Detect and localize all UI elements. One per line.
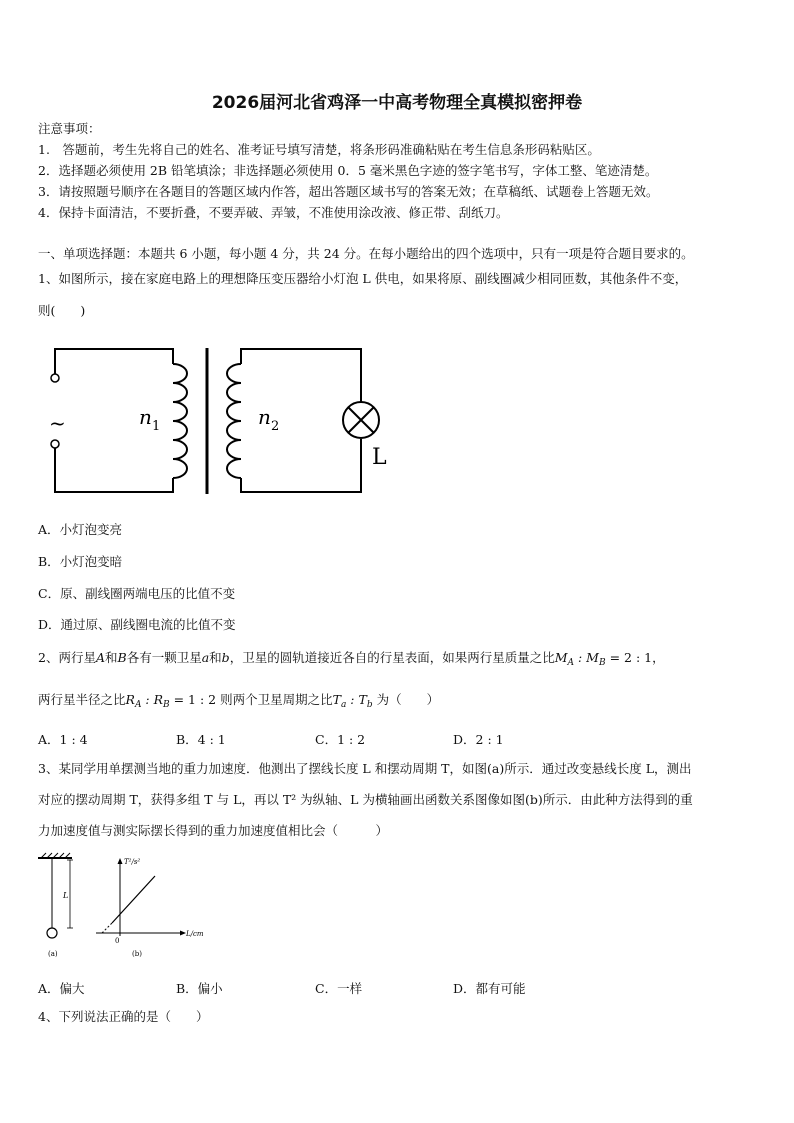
notice-item: 2．选择题必须使用 2B 铅笔填涂；非选择题必须使用 0．5 毫米黑色字迹的签字笔书写，字体工整、笔迹清楚。	[38, 163, 658, 178]
q1-option-d: D．通过原、副线圈电流的比值不变	[38, 617, 236, 632]
lamp-label: L	[372, 445, 387, 470]
q3-option-c: C．一样	[315, 981, 363, 996]
q2-stem-line2: 两行星半径之比$R_A$ : $R_B = 1$ : 2 则两个卫星周期之比$T_a$ : $T_b$ 为（ ）	[38, 692, 440, 710]
q2-option-d: D．2 : 1	[453, 732, 504, 747]
n2-label: n	[258, 405, 271, 429]
q1-option-c: C．原、副线圈两端电压的比值不变	[38, 586, 236, 601]
q2-stem-line1: 2、两行星A和B各有一颗卫星a和b，卫星的圆轨道接近各自的行星表面，如果两行星质量之比$M_A$ : $M_B = 2$ : 1，	[38, 650, 665, 668]
q3-option-a: A．偏大	[38, 981, 85, 996]
q1-option-a: A．小灯泡变亮	[38, 522, 123, 537]
y-axis-label: T²/s²	[124, 858, 141, 866]
q4-stem: 4、下列说法正确的是（ ）	[38, 1009, 209, 1024]
n1-subscript: 1	[152, 419, 161, 434]
ac-source-symbol: ~	[49, 411, 66, 435]
n1-label: n	[139, 405, 152, 429]
q1-stem: 1、如图所示，接在家庭电路上的理想降压变压器给小灯泡 L 供电，如果将原、副线圈减少相同匝数，其他条件不变，	[38, 271, 688, 286]
q1-option-b: B．小灯泡变暗	[38, 554, 123, 569]
q2-option-b: B．4 : 1	[176, 732, 226, 747]
q2-option-c: C．1 : 2	[315, 732, 366, 747]
terminal-top	[51, 374, 59, 382]
pendulum-bob	[47, 928, 57, 938]
q3-stem-line1: 3、某同学用单摆测当地的重力加速度．他测出了摆线长度 L 和摆动周期 T，如图(a)所示．通过改变悬线长度 L，测出	[38, 761, 692, 776]
n2-subscript: 2	[271, 419, 280, 434]
notice-item: 4．保持卡面清洁，不要折叠，不要弄破、弄皱，不准使用涂改液、修正带、刮纸刀。	[38, 205, 509, 220]
q3-option-b: B．偏小	[176, 981, 223, 996]
notice-item: 1. 答题前，考生先将自己的姓名、准考证号填写清楚，将条形码准确粘贴在考生信息条形码粘贴区。	[38, 142, 600, 157]
terminal-bottom	[51, 440, 59, 448]
notice-heading: 注意事项：	[38, 121, 101, 136]
q3-stem-line3: 力加速度值与测实际摆长得到的重力加速度值相比会（ ）	[38, 823, 389, 838]
q1-stem-end: 则( )	[38, 303, 86, 318]
origin-label: 0	[115, 937, 120, 945]
x-axis-label: L/cm	[186, 930, 204, 938]
page-title: 2026届河北省鸡泽一中高考物理全真模拟密押卷	[211, 93, 583, 113]
figure-a-label: (a)	[48, 950, 58, 958]
notice-item: 3．请按照题号顺序在各题目的答题区域内作答，超出答题区域书写的答案无效；在草稿纸、试题卷上答题无效。	[38, 184, 659, 199]
figure-b-label: (b)	[132, 950, 142, 958]
section-heading: 一、单项选择题：本题共 6 小题，每小题 4 分，共 24 分。在每小题给出的四个选项中，只有一项是符合题目要求的。	[38, 246, 694, 261]
q3-stem-line2: 对应的摆动周期 T，获得多组 T 与 L，再以 T² 为纵轴、L 为横轴画出函数关系图像如图(b)所示．由此种方法得到的重	[38, 792, 693, 807]
q2-option-a: A．1 : 4	[38, 732, 88, 747]
length-label: L	[63, 891, 69, 900]
q3-option-d: D．都有可能	[453, 981, 526, 996]
transformer-diagram	[45, 340, 387, 500]
pendulum-figure	[36, 852, 216, 962]
graph-line	[112, 876, 155, 923]
